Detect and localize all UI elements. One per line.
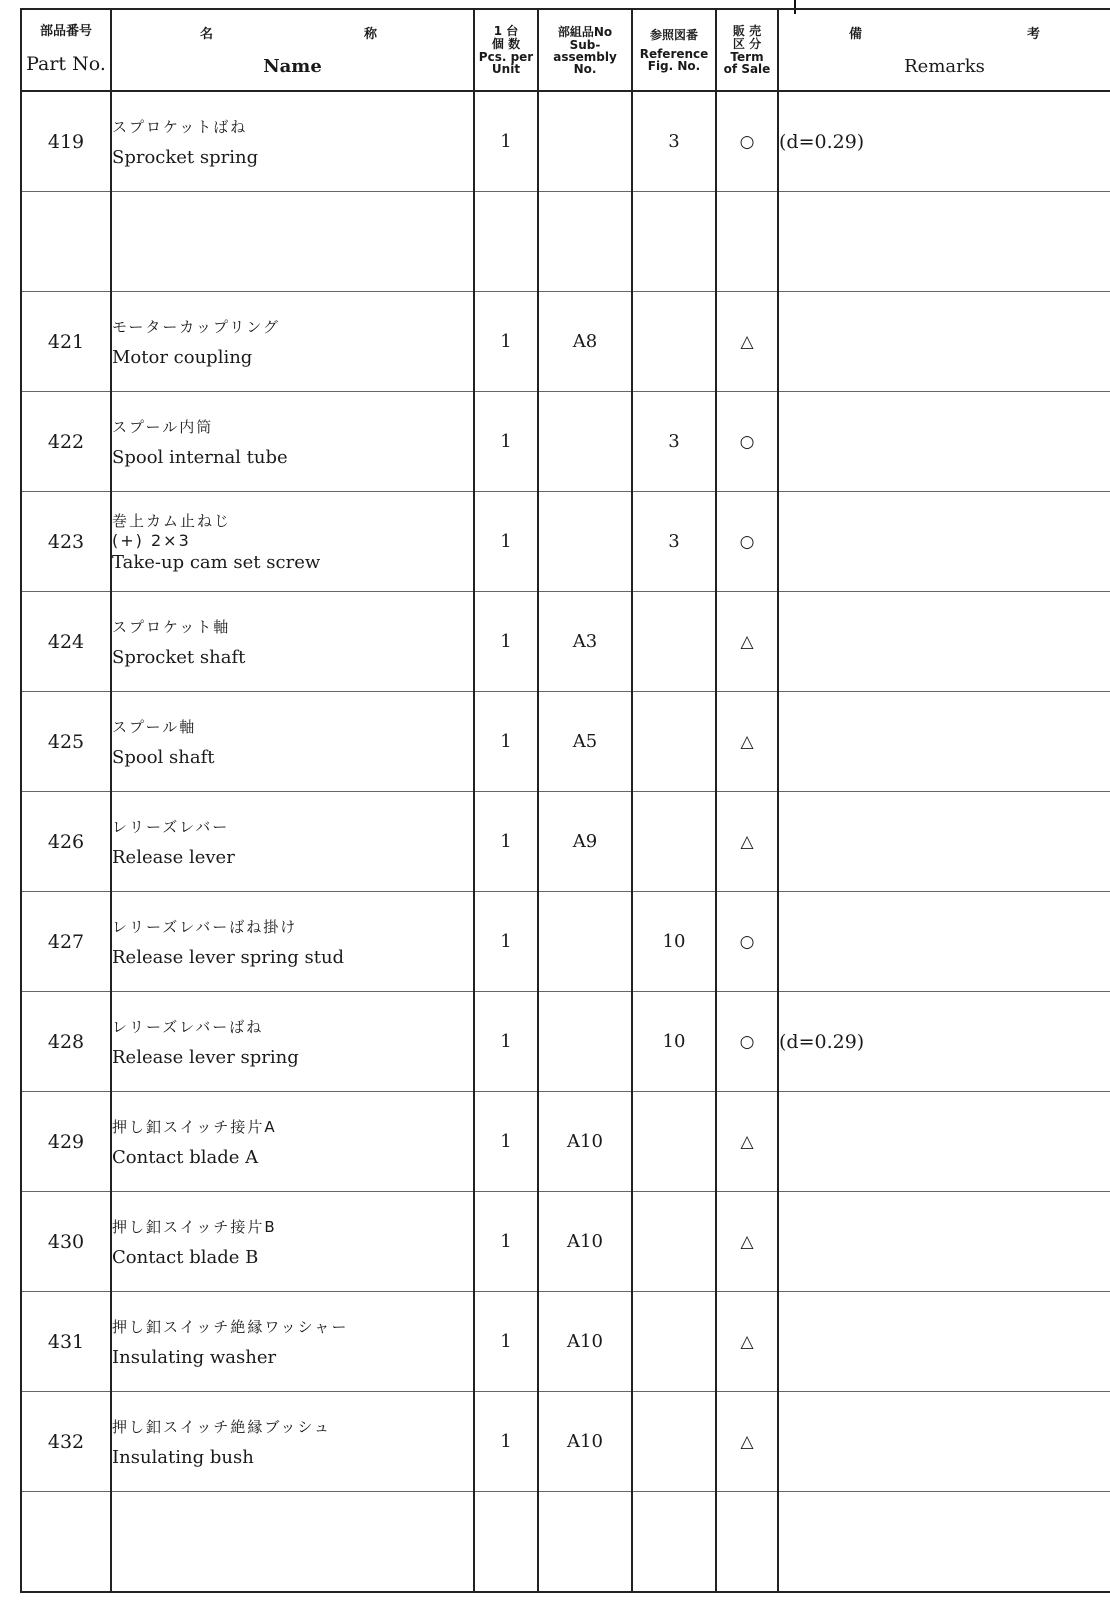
reference-cell: [632, 792, 716, 892]
name-jp: 押し釦スイッチ絶縁ワッシャー: [112, 1317, 349, 1336]
pcs-cell: 1: [474, 1392, 538, 1492]
header-name-en: Name: [263, 56, 322, 77]
term-cell: △: [716, 1292, 778, 1392]
table-row: [21, 1492, 1110, 1593]
subassembly-cell: A10: [538, 1192, 632, 1292]
subassembly-cell: A8: [538, 292, 632, 392]
table-row: [21, 392, 1110, 492]
part-no-cell: [21, 192, 111, 292]
name-cell: [111, 1092, 474, 1192]
name-en: Release lever spring stud: [112, 946, 345, 968]
part-no-cell: 431: [21, 1292, 111, 1392]
reference-cell: [632, 292, 716, 392]
term-cell: △: [716, 1092, 778, 1192]
subassembly-cell: [538, 192, 632, 292]
table-row: [21, 192, 1110, 292]
name-jp: モーターカップリング: [112, 317, 281, 336]
header-pcs-en-1: Pcs. per: [478, 50, 534, 64]
remarks-cell: [778, 1492, 1110, 1593]
name-cell: [111, 1492, 474, 1593]
part-no-cell: 425: [21, 692, 111, 792]
name-jp: 巻上カム止ねじ: [112, 512, 232, 530]
term-cell: △: [716, 1392, 778, 1492]
pcs-cell: 1: [474, 592, 538, 692]
part-no-cell: 432: [21, 1392, 111, 1492]
name-cell: [111, 592, 474, 692]
part-no-cell: 423: [21, 492, 111, 592]
remarks-cell: [778, 192, 1110, 292]
pcs-cell: [474, 1492, 538, 1593]
subassembly-cell: [538, 892, 632, 992]
name-cell: [111, 91, 474, 192]
term-cell: [716, 192, 778, 292]
name-en: Spool internal tube: [112, 446, 288, 468]
subassembly-cell: A3: [538, 592, 632, 692]
header-pcs: [474, 9, 538, 91]
pcs-cell: 1: [474, 892, 538, 992]
term-cell: ○: [716, 492, 778, 592]
name-en: Contact blade A: [112, 1146, 259, 1168]
remarks-cell: (d=0.29): [778, 91, 1110, 192]
term-cell: △: [716, 592, 778, 692]
reference-cell: [632, 592, 716, 692]
part-no-cell: [21, 1492, 111, 1593]
parts-table: [20, 8, 1110, 1593]
name-cell: [111, 1392, 474, 1492]
term-cell: ○: [716, 392, 778, 492]
pcs-cell: 1: [474, 292, 538, 392]
part-no-cell: 419: [21, 91, 111, 192]
name-jp: スプロケット軸: [112, 617, 231, 636]
term-cell: ○: [716, 91, 778, 192]
header-part-no: [21, 9, 111, 91]
term-cell: △: [716, 692, 778, 792]
table-row: [21, 492, 1110, 592]
name-cell: [111, 892, 474, 992]
header-pcs-jp-2: 個 数: [491, 37, 521, 51]
header-remarks: [778, 9, 1110, 91]
pcs-cell: 1: [474, 392, 538, 492]
term-cell: △: [716, 292, 778, 392]
term-cell: ○: [716, 892, 778, 992]
table-row: [21, 1092, 1110, 1192]
header-term-jp-2: 区 分: [732, 37, 762, 51]
pcs-cell: 1: [474, 992, 538, 1092]
pcs-cell: 1: [474, 1192, 538, 1292]
header-part-no-jp: 部品番号: [39, 24, 92, 39]
header-pcs-en-2: Unit: [491, 62, 521, 76]
table-row: [21, 792, 1110, 892]
remarks-cell: [778, 692, 1110, 792]
header-ref-en-1: Reference: [639, 46, 709, 61]
pcs-cell: 1: [474, 1292, 538, 1392]
table-header-row: [21, 9, 1110, 91]
table-row: [21, 592, 1110, 692]
pcs-cell: [474, 192, 538, 292]
header-sub-en-3: No.: [573, 61, 597, 76]
header-ref-jp: 参照図番: [649, 27, 698, 42]
reference-cell: [632, 1392, 716, 1492]
table-row: [21, 692, 1110, 792]
name-jp: スプール内筒: [112, 417, 214, 436]
header-remarks-jp-2: 考: [1026, 27, 1040, 42]
name-en: Sprocket shaft: [112, 646, 246, 668]
name-en: Release lever spring: [112, 1046, 299, 1068]
reference-cell: 3: [632, 91, 716, 192]
remarks-cell: [778, 492, 1110, 592]
table-row: [21, 1192, 1110, 1292]
name-jp: 押し釦スイッチ接片A: [112, 1117, 277, 1136]
name-cell: [111, 792, 474, 892]
subassembly-cell: A5: [538, 692, 632, 792]
header-part-no-en: Part No.: [26, 53, 106, 75]
subassembly-cell: A10: [538, 1392, 632, 1492]
pcs-cell: 1: [474, 492, 538, 592]
reference-cell: [632, 692, 716, 792]
term-cell: △: [716, 1192, 778, 1292]
name-jp: 押し釦スイッチ接片B: [112, 1217, 277, 1236]
subassembly-cell: [538, 392, 632, 492]
reference-cell: 3: [632, 392, 716, 492]
reference-cell: [632, 1492, 716, 1593]
reference-cell: [632, 1092, 716, 1192]
reference-cell: 10: [632, 892, 716, 992]
header-sub-jp: 部組品No: [557, 24, 613, 39]
name-jp: レリーズレバーばね掛け: [112, 917, 298, 936]
part-no-cell: 429: [21, 1092, 111, 1192]
name-cell: [111, 292, 474, 392]
table-row: [21, 892, 1110, 992]
name-en: Spool shaft: [112, 746, 215, 768]
name-cell: [111, 992, 474, 1092]
name-jp: スプール軸: [112, 717, 197, 736]
part-no-cell: 424: [21, 592, 111, 692]
header-pcs-jp-1: 1 台: [493, 24, 519, 38]
reference-cell: [632, 1192, 716, 1292]
name-en: Motor coupling: [112, 346, 253, 368]
remarks-cell: [778, 1392, 1110, 1492]
remarks-cell: [778, 592, 1110, 692]
name-en: Sprocket spring: [112, 146, 259, 168]
name-cell: [111, 492, 474, 592]
pcs-cell: 1: [474, 91, 538, 192]
remarks-cell: [778, 792, 1110, 892]
reference-cell: 10: [632, 992, 716, 1092]
part-no-cell: 426: [21, 792, 111, 892]
header-term-en-1: Term: [730, 50, 764, 64]
name-en: Insulating bush: [112, 1446, 254, 1468]
pcs-cell: 1: [474, 792, 538, 892]
remarks-cell: [778, 1192, 1110, 1292]
name-cell: [111, 1292, 474, 1392]
subassembly-cell: A10: [538, 1292, 632, 1392]
header-term-en-2: of Sale: [723, 62, 771, 76]
name-jp: レリーズレバー: [112, 817, 230, 836]
name-spec: (+) 2×3: [112, 531, 191, 550]
subassembly-cell: [538, 492, 632, 592]
reference-cell: [632, 1292, 716, 1392]
header-sub-en-2: assembly: [553, 49, 617, 64]
header-ref-en-2: Fig. No.: [647, 58, 701, 73]
term-cell: ○: [716, 992, 778, 1092]
pcs-cell: 1: [474, 1092, 538, 1192]
name-en: Release lever: [112, 846, 235, 868]
subassembly-cell: A9: [538, 792, 632, 892]
table-row: [21, 992, 1110, 1092]
remarks-cell: [778, 892, 1110, 992]
remarks-cell: [778, 292, 1110, 392]
part-no-cell: 421: [21, 292, 111, 392]
name-jp: スプロケットばね: [112, 117, 248, 136]
table-row: [21, 91, 1110, 192]
name-cell: [111, 1192, 474, 1292]
table-row: [21, 1392, 1110, 1492]
table-row: [21, 292, 1110, 392]
subassembly-cell: [538, 992, 632, 1092]
name-cell: [111, 392, 474, 492]
header-reference: [632, 9, 716, 91]
pcs-cell: 1: [474, 692, 538, 792]
name-cell: [111, 692, 474, 792]
header-subassembly: [538, 9, 632, 91]
name-en: Contact blade B: [112, 1246, 259, 1268]
name-jp: 押し釦スイッチ絶縁ブッシュ: [112, 1417, 332, 1436]
term-cell: [716, 1492, 778, 1593]
header-term: [716, 9, 778, 91]
part-no-cell: 430: [21, 1192, 111, 1292]
part-no-cell: 422: [21, 392, 111, 492]
header-remarks-en: Remarks: [904, 56, 985, 77]
remarks-cell: (d=0.29): [778, 992, 1110, 1092]
subassembly-cell: A10: [538, 1092, 632, 1192]
part-no-cell: 427: [21, 892, 111, 992]
name-en: Take-up cam set screw: [112, 552, 321, 573]
table-row: [21, 1292, 1110, 1392]
header-sub-en-1: Sub-: [569, 37, 601, 52]
name-jp: レリーズレバーばね: [112, 1017, 264, 1036]
header-term-jp-1: 販 売: [732, 24, 762, 38]
remarks-cell: [778, 1092, 1110, 1192]
subassembly-cell: [538, 91, 632, 192]
header-name: [111, 9, 474, 91]
header-remarks-jp-1: 備: [849, 27, 863, 42]
term-cell: △: [716, 792, 778, 892]
name-en: Insulating washer: [112, 1346, 277, 1368]
reference-cell: 3: [632, 492, 716, 592]
header-name-jp-1: 名: [200, 27, 214, 42]
name-cell: [111, 192, 474, 292]
header-name-jp-2: 称: [363, 27, 377, 42]
remarks-cell: [778, 392, 1110, 492]
reference-cell: [632, 192, 716, 292]
part-no-cell: 428: [21, 992, 111, 1092]
remarks-cell: [778, 1292, 1110, 1392]
subassembly-cell: [538, 1492, 632, 1593]
